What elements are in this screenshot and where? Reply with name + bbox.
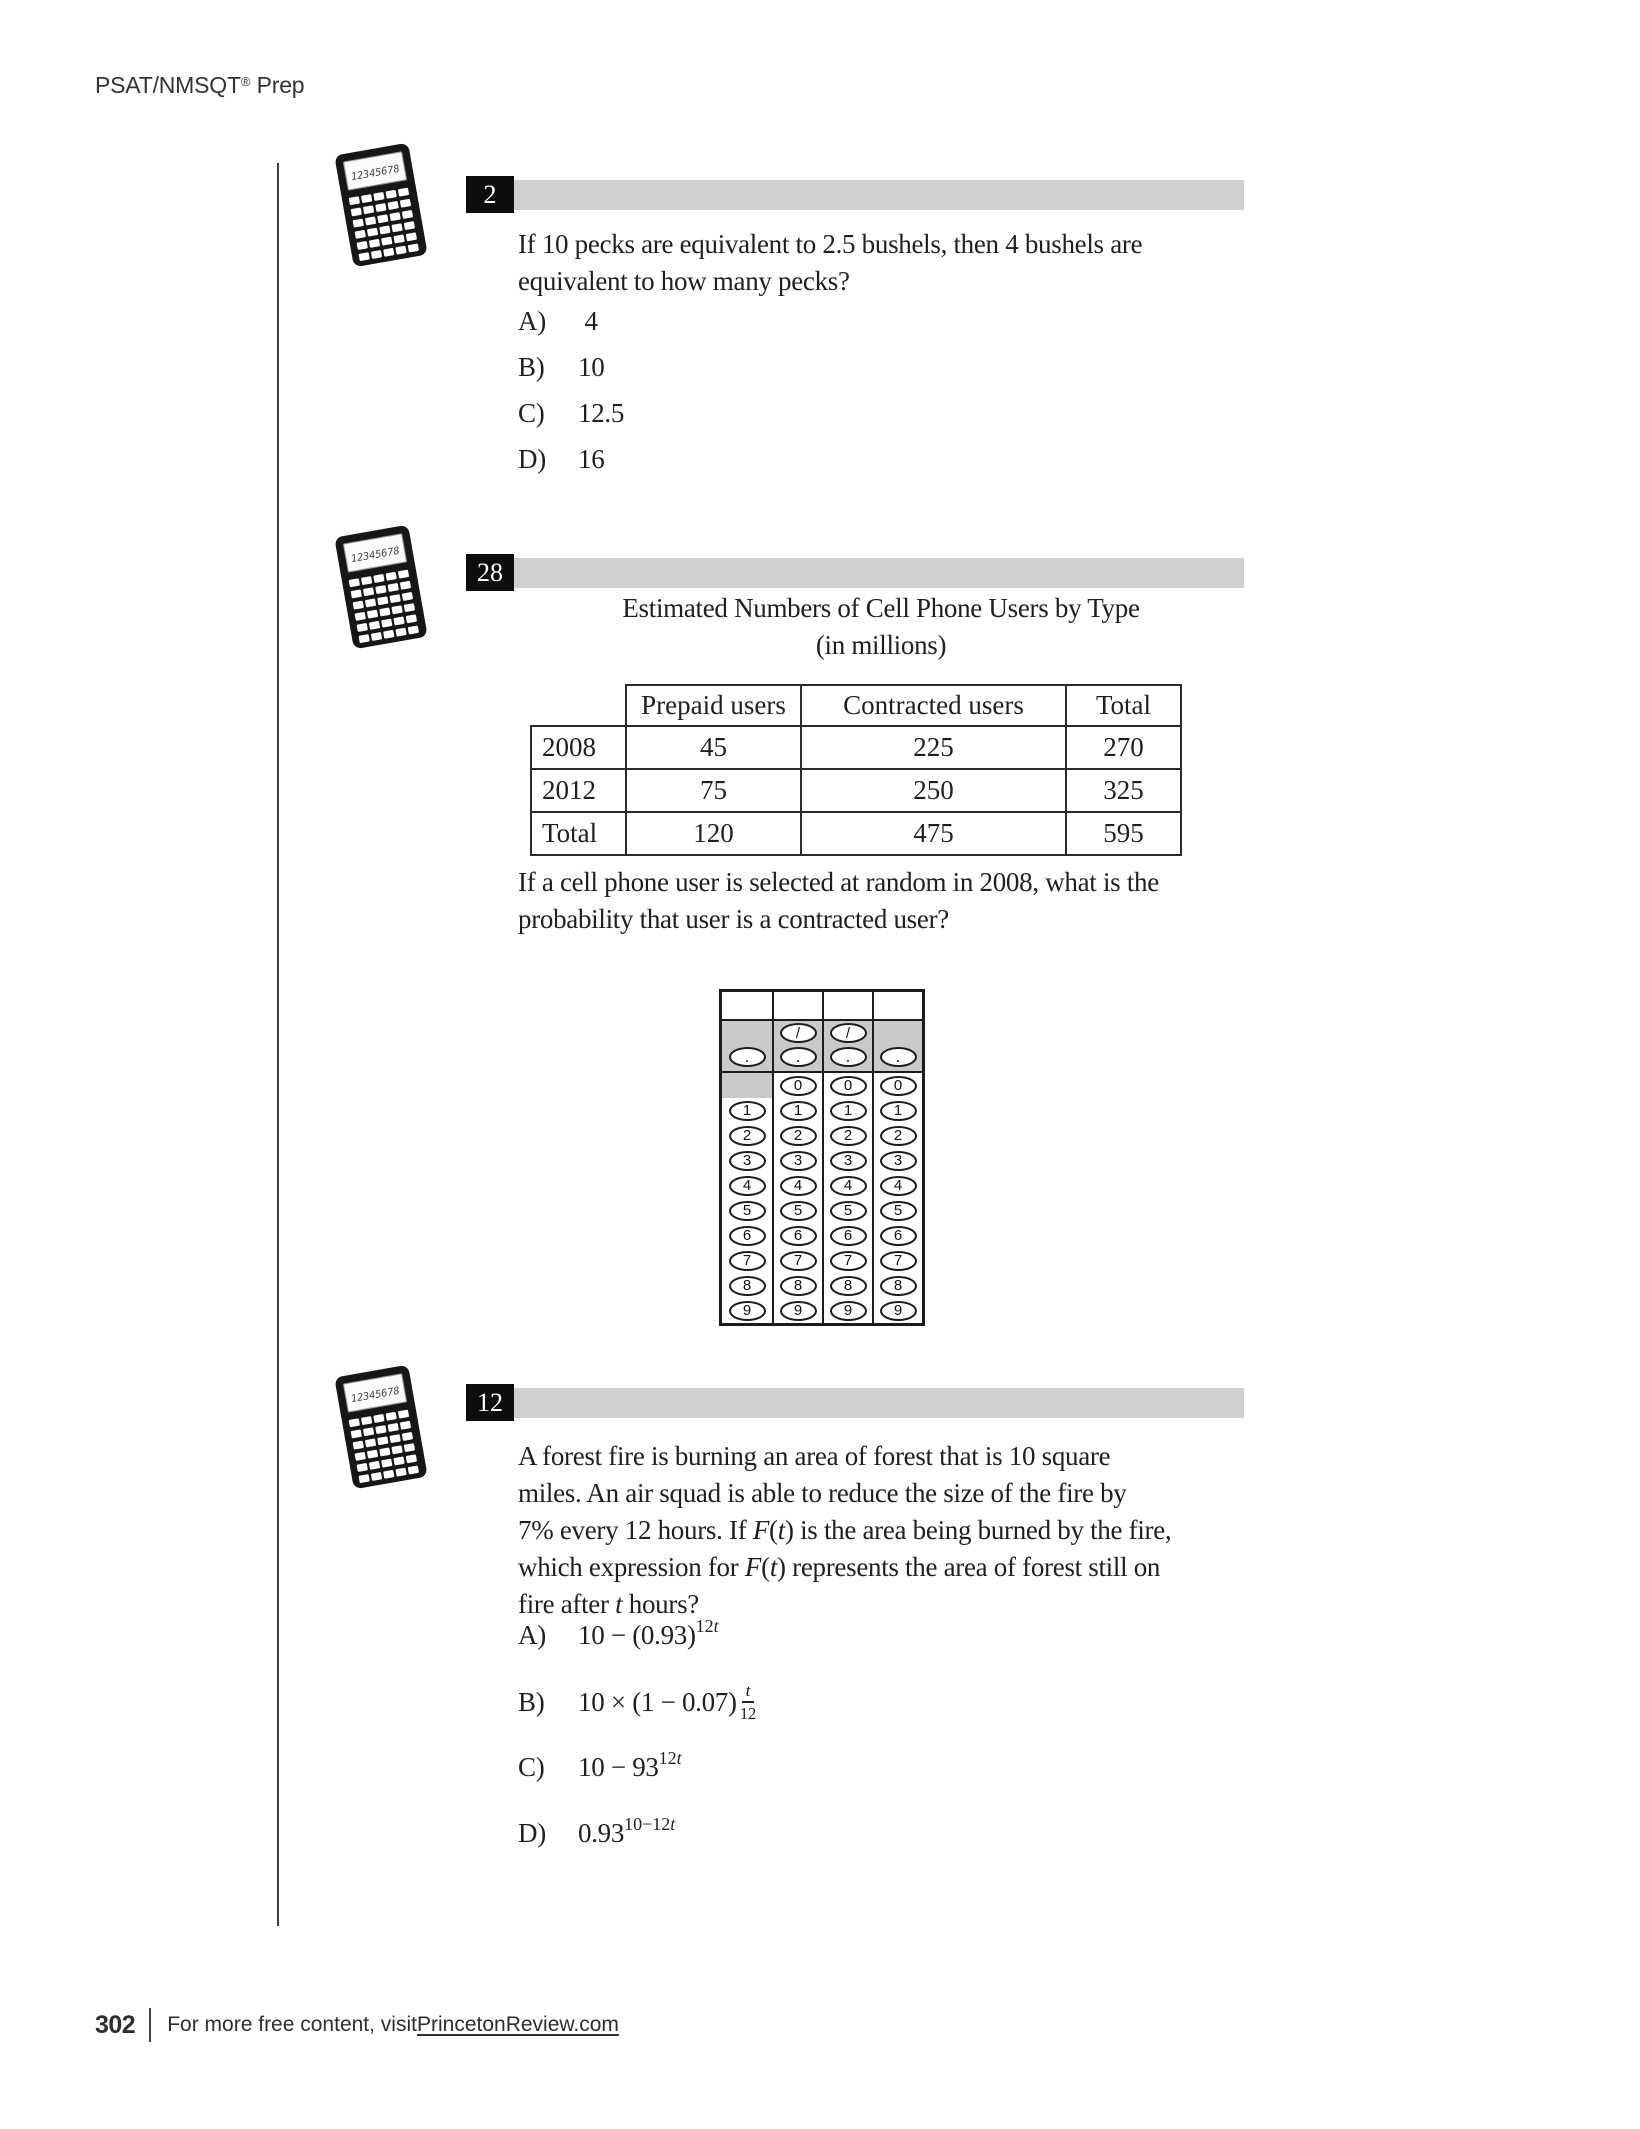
bubble-digit-9[interactable]: 9 xyxy=(780,1301,817,1321)
digit-cell xyxy=(774,1248,822,1273)
grid-write-box[interactable] xyxy=(874,992,922,1021)
bubble-digit-4[interactable]: 4 xyxy=(729,1176,766,1196)
bubble-digit-1[interactable]: 1 xyxy=(780,1101,817,1121)
bubble-digit-7[interactable]: 7 xyxy=(830,1251,867,1271)
bubble-digit-2[interactable]: 2 xyxy=(880,1126,917,1146)
grid-column xyxy=(822,992,872,1323)
digit-cell xyxy=(824,1248,872,1273)
bubble-digit-4[interactable]: 4 xyxy=(830,1176,867,1196)
bubble-digit-5[interactable]: 5 xyxy=(830,1201,867,1221)
table-cell: 250 xyxy=(801,769,1066,812)
text-line: miles. An air squad is able to reduce the size of the fire by xyxy=(518,1478,1127,1508)
col-header: Contracted users xyxy=(801,685,1066,726)
bubble-digit-7[interactable]: 7 xyxy=(780,1251,817,1271)
question-number: 2 xyxy=(466,176,514,213)
calculator-icon xyxy=(336,528,428,648)
choice-label: D) xyxy=(518,444,546,474)
bubble-digit-0[interactable]: 0 xyxy=(830,1076,867,1096)
table-cell: 595 xyxy=(1066,812,1181,855)
footer-divider xyxy=(149,2008,151,2042)
choice-text: 10 xyxy=(578,352,605,382)
digit-cell xyxy=(874,1248,922,1273)
choice-text: 12.5 xyxy=(578,398,625,428)
bubble-digit-4[interactable]: 4 xyxy=(880,1176,917,1196)
digit-cell xyxy=(722,1148,772,1173)
question-number: 28 xyxy=(466,554,514,591)
table-title-line1: Estimated Numbers of Cell Phone Users by Type xyxy=(622,593,1140,623)
bubble-digit-2[interactable]: 2 xyxy=(830,1126,867,1146)
bubble-digit-6[interactable]: 6 xyxy=(880,1226,917,1246)
bubble-digit-5[interactable]: 5 xyxy=(729,1201,766,1221)
row-label: 2008 xyxy=(531,726,626,769)
header-row xyxy=(531,685,1181,726)
question-2-stem xyxy=(518,226,1142,300)
question-28-bar xyxy=(466,554,1244,591)
digit-cell xyxy=(874,1148,922,1173)
digit-cell xyxy=(774,1123,822,1148)
text-line: 7% every 12 hours. If F(t) is the area being burned by the fire, xyxy=(518,1515,1172,1545)
bubble-decimal[interactable]: . xyxy=(729,1047,766,1067)
digit-cell xyxy=(774,1223,822,1248)
table-title xyxy=(518,590,1244,664)
grid-digit-column xyxy=(774,1073,822,1323)
table-cell: 270 xyxy=(1066,726,1181,769)
choice-expression: $10 - (0.93)^{12t}$ xyxy=(578,1616,719,1650)
digit-cell xyxy=(774,1073,822,1098)
digit-cell xyxy=(774,1098,822,1123)
digit-cell xyxy=(874,1223,922,1248)
table-row xyxy=(531,769,1181,812)
digit-cell xyxy=(774,1298,822,1323)
text-line: probability that user is a contracted user? xyxy=(518,904,949,934)
digit-cell xyxy=(824,1073,872,1098)
bubble-digit-7[interactable]: 7 xyxy=(729,1251,766,1271)
bubble-digit-0[interactable]: 0 xyxy=(880,1076,917,1096)
calculator-icon xyxy=(336,1368,428,1488)
choice-label: B) xyxy=(518,1687,545,1717)
bubble-decimal[interactable]: . xyxy=(830,1047,867,1067)
grid-column xyxy=(722,992,772,1323)
choice-text: 4 xyxy=(578,306,598,336)
bubble-digit-6[interactable]: 6 xyxy=(780,1226,817,1246)
bubble-digit-2[interactable]: 2 xyxy=(780,1126,817,1146)
page-header: PSAT/NMSQT® Prep xyxy=(95,72,305,98)
bubble-digit-5[interactable]: 5 xyxy=(880,1201,917,1221)
choice-text: 16 xyxy=(578,444,605,474)
digit-cell xyxy=(722,1198,772,1223)
question-bar-fill xyxy=(514,1388,1244,1418)
bubble-digit-6[interactable]: 6 xyxy=(830,1226,867,1246)
text-line: fire after t hours? xyxy=(518,1589,699,1619)
bubble-digit-1[interactable]: 1 xyxy=(830,1101,867,1121)
digit-cell xyxy=(824,1123,872,1148)
grid-digit-column xyxy=(824,1073,872,1323)
question-28-stem xyxy=(518,864,1159,938)
question-12-bar xyxy=(466,1384,1244,1421)
zero-gap xyxy=(722,1073,772,1098)
grid-column xyxy=(772,992,822,1323)
question-bar-fill xyxy=(514,180,1244,210)
grid-write-box[interactable] xyxy=(722,992,772,1021)
choice-2-A xyxy=(518,306,598,337)
grid-digit-column xyxy=(722,1073,772,1323)
svg-text:12345678: 12345678 xyxy=(350,163,401,184)
digit-cell xyxy=(824,1173,872,1198)
question-12-stem xyxy=(518,1438,1171,1623)
bubble-digit-7[interactable]: 7 xyxy=(880,1251,917,1271)
choice-12-A xyxy=(518,1616,719,1651)
bubble-slash[interactable]: / xyxy=(830,1023,867,1043)
grid-write-box[interactable] xyxy=(824,992,872,1021)
choice-expression: $10 - 93^{12t}$ xyxy=(578,1748,682,1782)
bubble-decimal[interactable]: . xyxy=(780,1047,817,1067)
table-row xyxy=(531,726,1181,769)
choice-expression: $0.93^{10-12t}$ xyxy=(578,1814,676,1848)
bubble-slash[interactable]: / xyxy=(780,1023,817,1043)
bubble-digit-8[interactable]: 8 xyxy=(780,1276,817,1296)
digit-cell xyxy=(722,1248,772,1273)
choice-12-C xyxy=(518,1748,682,1783)
bubble-digit-0[interactable]: 0 xyxy=(780,1076,817,1096)
table-cell: 475 xyxy=(801,812,1066,855)
digit-cell xyxy=(722,1223,772,1248)
choice-2-B xyxy=(518,352,604,383)
col-header: Prepaid users xyxy=(626,685,801,726)
table-cell: 75 xyxy=(626,769,801,812)
text-line: A forest fire is burning an area of forest that is 10 square xyxy=(518,1441,1111,1471)
princeton-review-link[interactable]: PrincetonReview.com xyxy=(416,2013,619,2036)
bubble-digit-8[interactable]: 8 xyxy=(830,1276,867,1296)
choice-label: C) xyxy=(518,398,545,428)
grid-column xyxy=(872,992,922,1323)
svg-text:12345678: 12345678 xyxy=(350,545,401,566)
choice-expression: 10 × (1 − 0.07) $\frac{t}{12}$ xyxy=(578,1681,757,1723)
digit-cell xyxy=(824,1198,872,1223)
digit-cell xyxy=(722,1173,772,1198)
bubble-digit-9[interactable]: 9 xyxy=(830,1301,867,1321)
digit-cell xyxy=(774,1173,822,1198)
bubble-digit-1[interactable]: 1 xyxy=(729,1101,766,1121)
choice-label: C) xyxy=(518,1752,545,1782)
footer-text: For more free content, visit xyxy=(167,2013,417,2036)
page-number: 302 xyxy=(95,2010,136,2039)
choice-label: B) xyxy=(518,352,545,382)
data-table xyxy=(530,684,1182,856)
grid-symbol-area xyxy=(774,1021,822,1073)
digit-cell xyxy=(774,1198,822,1223)
svg-text:12345678: 12345678 xyxy=(350,1385,401,1406)
choice-label: D) xyxy=(518,1818,546,1848)
bubble-digit-4[interactable]: 4 xyxy=(780,1176,817,1196)
digit-cell xyxy=(824,1298,872,1323)
choice-label: A) xyxy=(518,1620,546,1650)
bubble-digit-6[interactable]: 6 xyxy=(729,1226,766,1246)
bubble-digit-3[interactable]: 3 xyxy=(729,1151,766,1171)
choice-2-C xyxy=(518,398,624,429)
choice-2-D xyxy=(518,444,604,475)
question-bar-fill xyxy=(514,558,1244,588)
digit-cell xyxy=(874,1173,922,1198)
digit-cell xyxy=(824,1148,872,1173)
text-line: which expression for F(t) represents the area of forest still on xyxy=(518,1552,1161,1582)
row-label: 2012 xyxy=(531,769,626,812)
digit-cell xyxy=(874,1073,922,1098)
digit-cell xyxy=(824,1273,872,1298)
bubble-digit-8[interactable]: 8 xyxy=(729,1276,766,1296)
digit-cell xyxy=(722,1273,772,1298)
bubble-digit-3[interactable]: 3 xyxy=(830,1151,867,1171)
digit-cell xyxy=(722,1123,772,1148)
table-title-line2: (in millions) xyxy=(815,630,947,660)
left-rule xyxy=(277,163,279,1926)
choice-label: A) xyxy=(518,306,546,336)
digit-cell xyxy=(874,1298,922,1323)
ghost-cell xyxy=(531,685,626,726)
question-number: 12 xyxy=(466,1384,514,1421)
bubble-digit-3[interactable]: 3 xyxy=(780,1151,817,1171)
digit-cell xyxy=(874,1098,922,1123)
bubble-digit-3[interactable]: 3 xyxy=(880,1151,917,1171)
choice-12-D xyxy=(518,1814,675,1849)
text-line: If a cell phone user is selected at random in 2008, what is the xyxy=(518,867,1159,897)
digit-cell xyxy=(722,1098,772,1123)
bubble-digit-9[interactable]: 9 xyxy=(729,1301,766,1321)
grid-write-box[interactable] xyxy=(774,992,822,1021)
table-row xyxy=(531,812,1181,855)
grid-in-answer-sheet xyxy=(719,989,925,1326)
bubble-digit-5[interactable]: 5 xyxy=(780,1201,817,1221)
digit-cell xyxy=(774,1148,822,1173)
choice-12-B xyxy=(518,1682,756,1722)
digit-cell xyxy=(722,1298,772,1323)
table-cell: 325 xyxy=(1066,769,1181,812)
digit-cell xyxy=(774,1273,822,1298)
table-cell: 120 xyxy=(626,812,801,855)
grid-symbol-area xyxy=(874,1021,922,1073)
bubble-digit-2[interactable]: 2 xyxy=(729,1126,766,1146)
bubble-digit-8[interactable]: 8 xyxy=(880,1276,917,1296)
digit-cell xyxy=(824,1223,872,1248)
digit-cell xyxy=(874,1123,922,1148)
grid-symbol-area xyxy=(824,1021,872,1073)
calculator-icon xyxy=(336,146,428,266)
bubble-digit-1[interactable]: 1 xyxy=(880,1101,917,1121)
grid-symbol-area xyxy=(722,1021,772,1073)
text-line: equivalent to how many pecks? xyxy=(518,266,850,296)
col-header: Total xyxy=(1066,685,1181,726)
table-cell: 225 xyxy=(801,726,1066,769)
question-2-bar xyxy=(466,176,1244,213)
bubble-decimal[interactable]: . xyxy=(880,1047,917,1067)
row-label: Total xyxy=(531,812,626,855)
bubble-digit-9[interactable]: 9 xyxy=(880,1301,917,1321)
page-footer xyxy=(95,2008,619,2042)
digit-cell xyxy=(824,1098,872,1123)
digit-cell xyxy=(874,1273,922,1298)
text-line: If 10 pecks are equivalent to 2.5 bushels, then 4 bushels are xyxy=(518,229,1143,259)
cell-phone-users-table xyxy=(530,684,1182,856)
table-cell: 45 xyxy=(626,726,801,769)
digit-cell xyxy=(874,1198,922,1223)
grid-digit-column xyxy=(874,1073,922,1323)
